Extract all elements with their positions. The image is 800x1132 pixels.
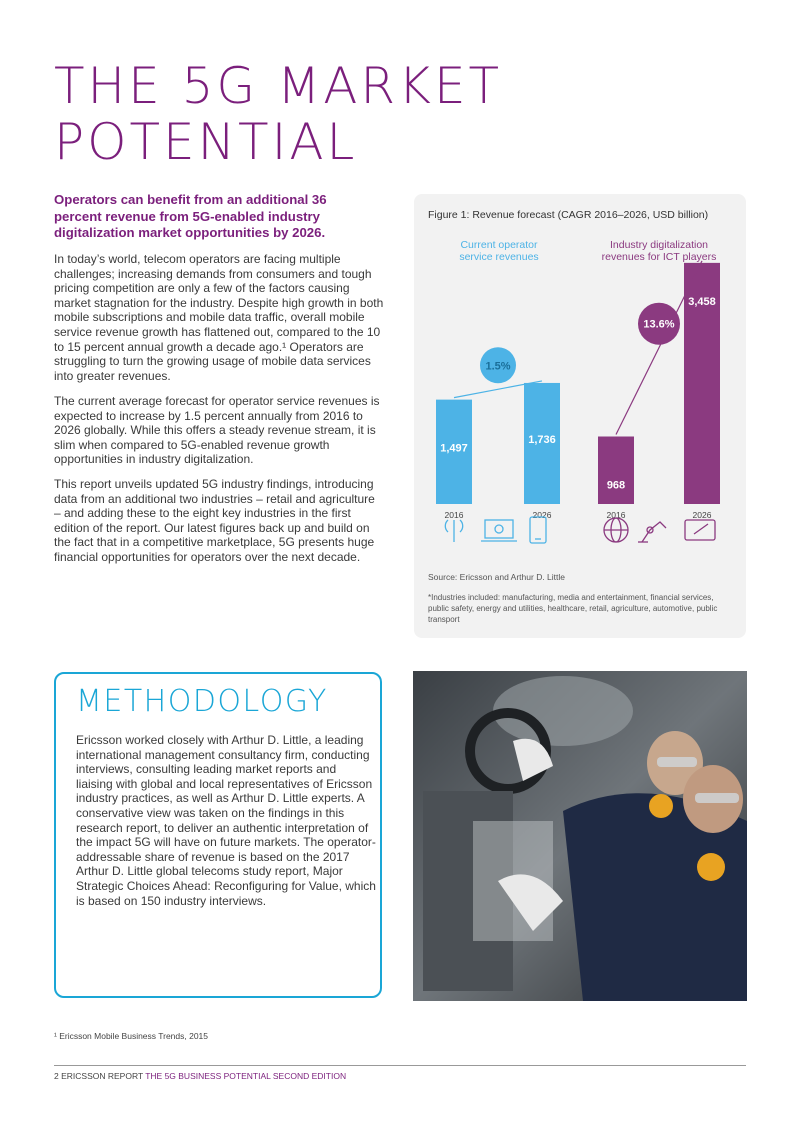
tablet-stylus [694,524,708,534]
body-paragraph-3: This report unveils updated 5G industry findings, introducing data from an additional two industries – retail and agriculture – and adding these to the eight key industries in the first edition of the report. Our latest figures back up and build on the fact that in a competitive marketplace, 5G presents huge financial opportunities for operators over the next decade. [54,477,375,564]
figure-source: Source: Ericsson and Arthur D. Little [428,572,566,582]
tick-label-1-2026: 2026 [532,510,552,520]
laptop-icon [481,520,517,541]
antenna-wave-left [445,520,448,532]
bar-2-2016 [598,437,634,504]
tick-label-2-2016: 2016 [606,510,626,520]
footnote: ¹ Ericsson Mobile Business Trends, 2015 [54,1031,209,1041]
lead-paragraph: Operators can benefit from an additional 36 percent revenue from 5G-enabled industry digitalization market opportunities by 2026. [54,192,327,240]
robot-arm-joints [642,522,666,542]
page-title-line-1: THE 5G MARKET [54,57,503,115]
data-label-2-2026: 3,458 [688,295,716,308]
data-label-1-2016: 1,497 [440,442,468,455]
page-title-line-2: POTENTIAL [54,113,358,171]
tablet-icon [685,520,715,540]
revenue-forecast-chart [414,230,746,560]
tick-label-1-2016: 2016 [444,510,464,520]
data-label-1-2026: 1,736 [528,433,556,446]
series-label-1-line-1: Current operator [460,239,538,251]
methodology-text: Ericsson worked closely with Arthur D. Little, a leading international management consultancy firm, conducting interviews, consulting leading market reports and liaising with global and local representatives of Ericsson industry practices, as well as Arthur D. Little experts. A conservative view was taken on the findings in this research report, to deliver an authentic interpretation of the impact 5G will have on future markets. The operator-addressable share of revenue is based on the 2017 Arthur D. Little global telecoms study report, Major Strategic Choices Ahead: Reconfiguring for Value, which is based on 150 industry interviews. [76,733,376,908]
globe-icon [604,518,628,542]
tick-label-2-2026: 2026 [692,510,712,520]
data-label-2-2016: 968 [606,479,626,492]
footer-brand: ERICSSON REPORT [61,1071,143,1081]
page-title [54,58,574,170]
footer-divider [54,1065,746,1066]
antenna-icon [445,520,462,542]
antenna-wave-right [460,520,463,532]
laptop-screen [485,520,513,538]
cagr-label-1: 1.5% [485,360,511,373]
body-paragraph-1: In today’s world, telecom operators are facing multiple challenges; increasing demands from consumers and tough pricing competition are only a few of the factors causing market stagnation for the industry. Despite high growth in both mobile subscriptions and mobile data traffic, overall mobile service revenue growth has flattened out, compared to the 10 to 15 percent annual growth a decade ago.¹ Operators are struggling to turn the growing usage of mobile data services into greater revenues. [54,252,384,383]
series-label-2-line-2: revenues for ICT players [601,251,717,263]
cagr-label-2: 13.6% [643,318,675,331]
methodology-title: METHODOLOGY [76,684,328,719]
phone-icon [530,517,546,543]
industries-note: *Industries included: manufacturing, media and entertainment, financial services, public safety, energy and utilities, healthcare, retail, agriculture, automotive, public transport [428,593,718,624]
footer-doc-title: THE 5G BUSINESS POTENTIAL SECOND EDITION [145,1071,347,1081]
figure-title: Figure 1: Revenue forecast (CAGR 2016–2026, USD billion) [428,209,709,221]
engineers-photo [413,671,747,1001]
page-number: 2 [54,1071,59,1081]
page-footer [54,1071,346,1081]
body-paragraph-2: The current average forecast for operator service revenues is expected to increase by 1.5 percent annually from 2016 to 2026 globally. While this offers a steady revenue stream, it is slim when compared to 5G-enabled revenue growth opportunities in industry digitalization. [54,394,380,467]
robot-arm-icon [638,522,666,542]
series-label-2-line-1: Industry digitalization [609,239,709,251]
series-label-1-line-2: service revenues [459,251,539,263]
laptop-at-sign [495,525,503,533]
